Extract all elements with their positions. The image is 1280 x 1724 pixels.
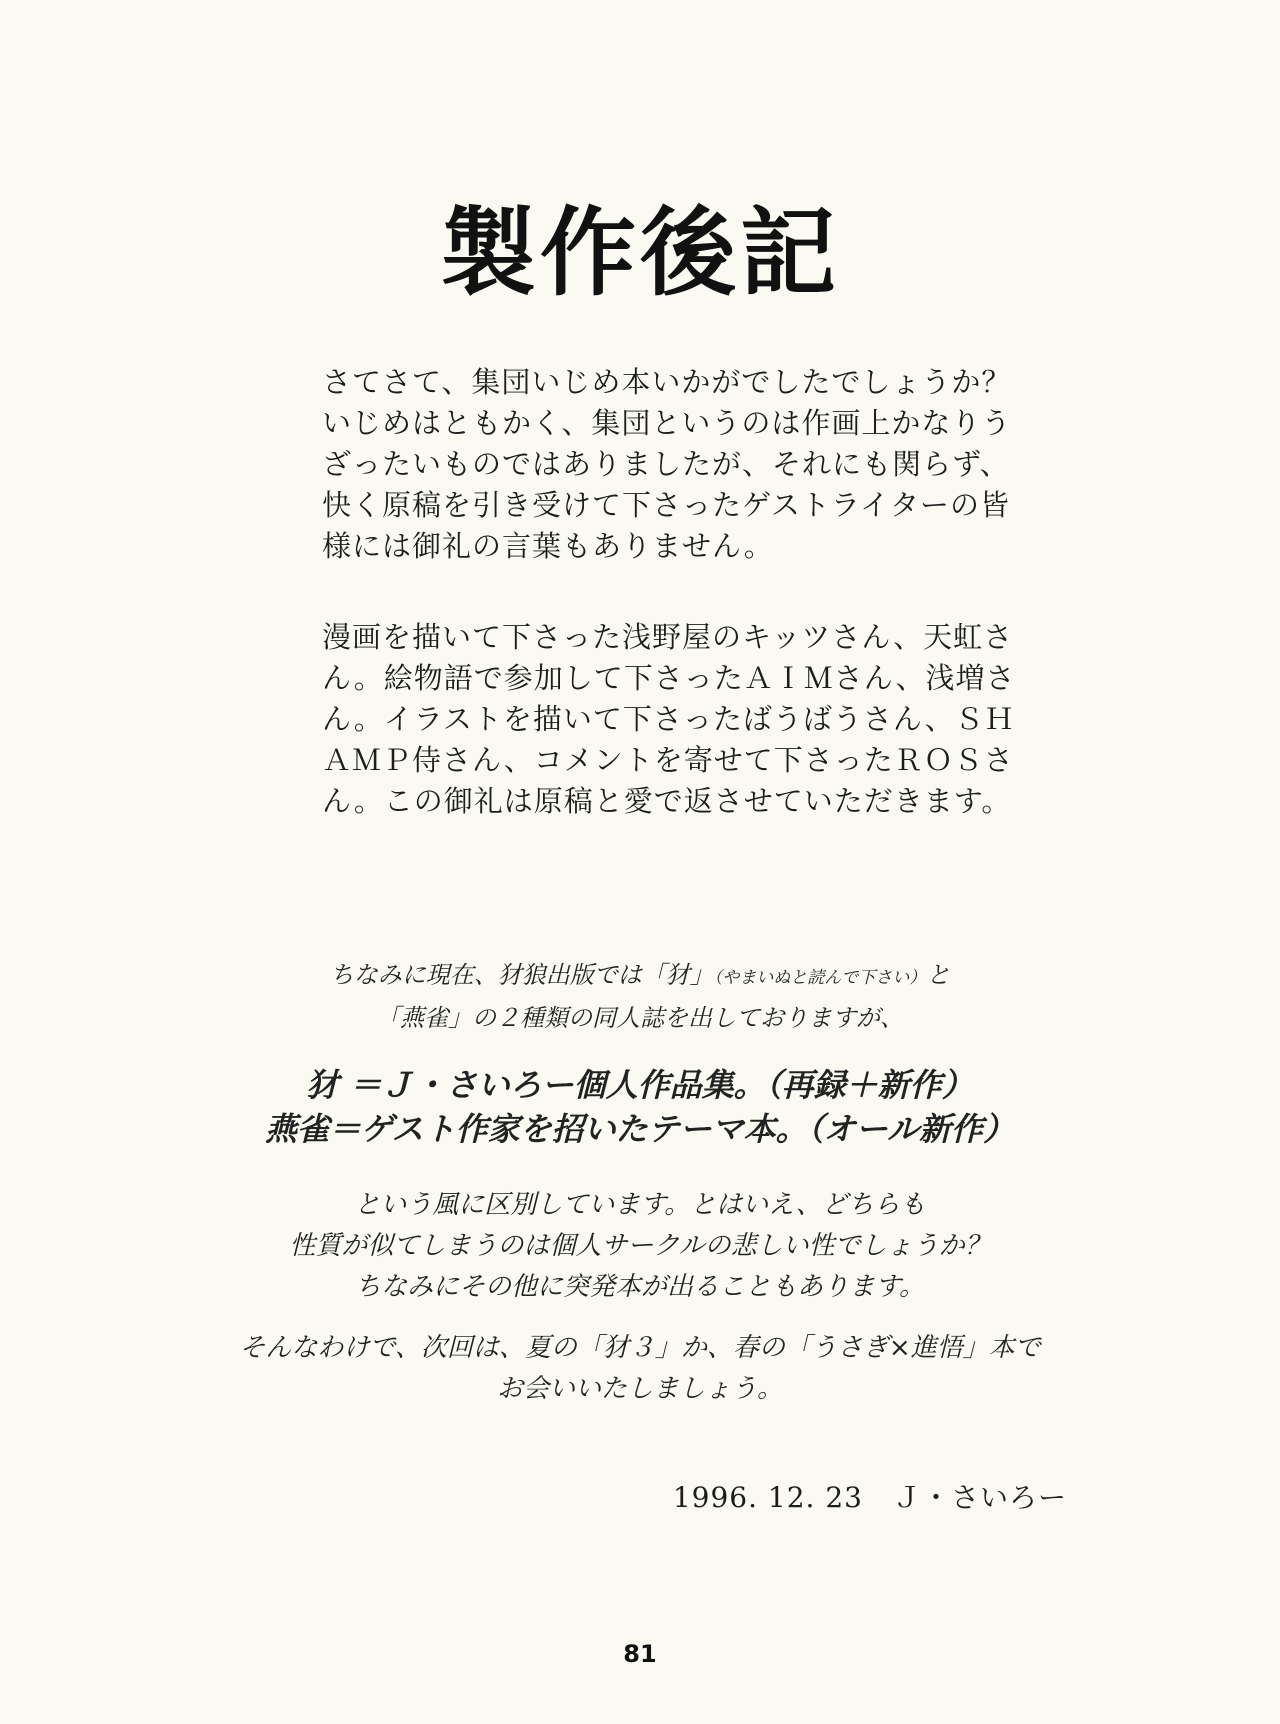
- note-line: そんなわけで、次回は、夏の「犲３」か、春の「うさぎ×進悟」本で: [239, 1333, 1041, 1363]
- paragraph-line: ん。イラストを描いて下さったばうばうさん、ＳＨ: [322, 702, 1015, 736]
- paragraph-line: さてさて、集団いじめ本いかがでしたでしょうか？: [322, 365, 1012, 399]
- note-line: ちなみにその他に突発本が出ることもあります。: [355, 1272, 925, 1302]
- publisher-note: [0, 955, 1280, 1038]
- series-definitions: [0, 1063, 1280, 1151]
- note-text: と: [926, 961, 951, 989]
- contributors-paragraph: [322, 617, 1016, 822]
- paragraph-line: ＡＭＰ侍さん、コメントを寄せて下さったＲＯＳさ: [322, 743, 1014, 777]
- signature-date: 1996. 12. 23: [672, 1481, 863, 1514]
- paragraph-line: 様には御礼の言葉もありません。: [322, 529, 774, 563]
- signature: [673, 1476, 1067, 1516]
- note-line: 性質が似てしまうのは個人サークルの悲しい性でしょうか？: [289, 1231, 991, 1261]
- paragraph-line: 漫画を描いて下さった浅野屋のキッツさん、天虹さ: [322, 620, 1014, 654]
- paragraph-line: 快く原稿を引き受けて下さったゲストライターの皆: [322, 488, 1010, 522]
- note-line: という風に区別しています。とはいえ、どちらも: [354, 1190, 926, 1220]
- closing-note: [0, 1328, 1280, 1410]
- note-line: 「燕雀」の２種類の同人誌を出しておりますが、: [376, 1004, 904, 1032]
- paragraph-line: いじめはともかく、集団というのは作画上かなりう: [322, 406, 1012, 440]
- paragraph-line: ん。この御礼は原稿と愛で返させていただきます。: [322, 784, 1012, 818]
- note-line: お会いいたしましょう。: [496, 1374, 783, 1404]
- definition-line: 燕雀＝ゲスト作家を招いたテーマ本。（オール新作）: [264, 1110, 1016, 1148]
- distinction-note: [0, 1185, 1280, 1308]
- page-title: 製作後記: [440, 197, 840, 309]
- paragraph-line: ざったいものではありましたが、それにも関らず、: [322, 447, 1010, 481]
- page-number: 81: [623, 1640, 657, 1668]
- paragraph-line: ん。絵物語で参加して下さったＡＩＭさん、浅増さ: [322, 661, 1016, 695]
- note-line: [0, 955, 1280, 998]
- note-text: ちなみに現在、犲狼出版では「犲」: [329, 961, 714, 989]
- thanks-paragraph: [322, 362, 1012, 567]
- reading-note: （やまいぬと読んで下さい）: [713, 968, 927, 988]
- signature-author: Ｊ・さいろー: [892, 1481, 1067, 1514]
- definition-line: 犲 ＝Ｊ・さいろー個人作品集。（再録＋新作）: [306, 1066, 974, 1104]
